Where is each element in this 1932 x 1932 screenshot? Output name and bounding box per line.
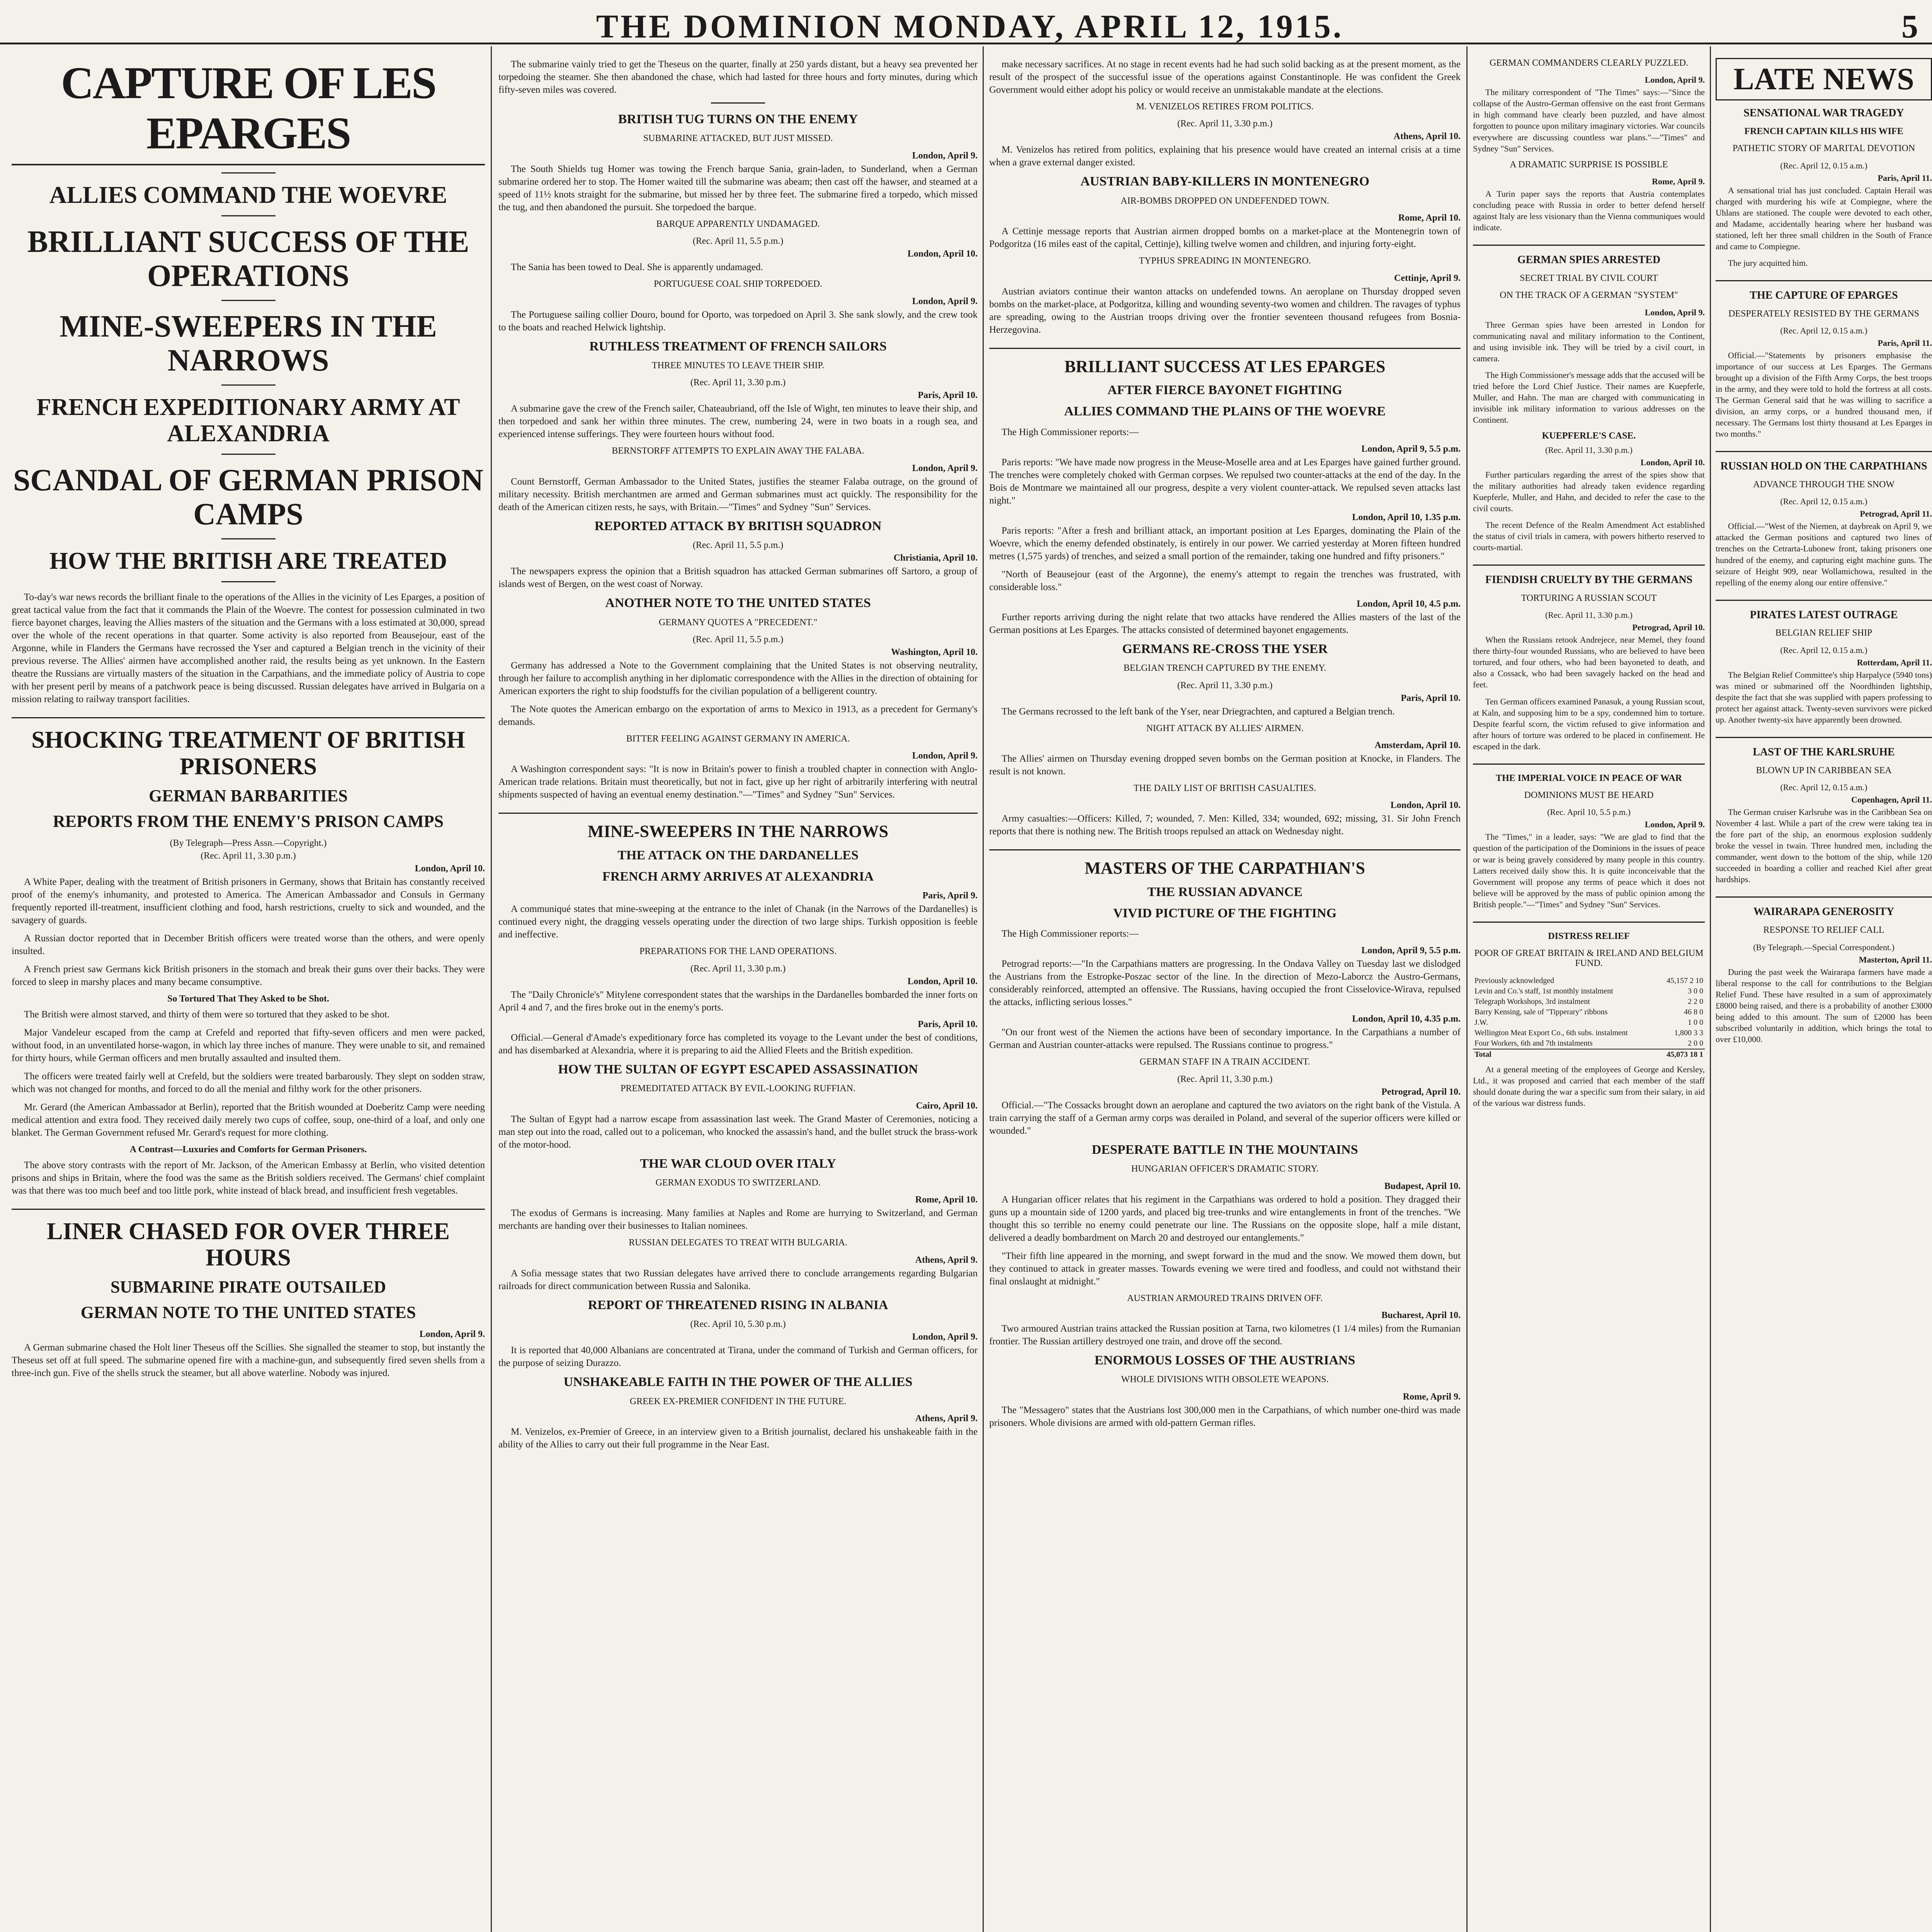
paragraph: A Hungarian officer relates that his regiment in the Carpathians was ordered to hold a position. They dragged their guns up a mountain side of 1200 yards, and placed big tree-trunks and wire entanglements in front of the trenches. "We thought this so terrible no enemy could penetrate our line. The Russians on the opposite slope, half a mile distant, delivered a deadly bombardment on March 20 and destroyed our entanglements." [989,1194,1461,1243]
dateline: (Rec. April 12, 0.15 a.m.) [1780,160,1867,170]
subheadline: PORTUGUESE COAL SHIP TORPEDOED. [654,279,822,289]
subheadline: NIGHT ATTACK BY ALLIES' AIRMEN. [1146,723,1304,733]
divider [1716,600,1932,601]
subheadline: BERNSTORFF ATTEMPTS TO EXPLAIN AWAY THE FALABA. [612,446,864,456]
paragraph: Official.—General d'Amade's expeditionary force has completed its voyage to the Levant under the best of conditions, and has disembarked at Alexandria, where it is preparing to aid the Allied Fleets and the British expedition. [498,1032,978,1056]
paragraph: A White Paper, dealing with the treatment of British prisoners in Germany, shows that Britain has constantly received proof of the enemy's inhumanity, and protested to America. The American Ambassador and Consuls in Germany frequently reported ill-treatment, insufficient clothing and food, harsh restrictions, cruelty to sick and wounded, and the savagery of guards. [12,876,485,925]
place-date: Cettinje, April 9. [1394,273,1461,283]
paragraph: A Sofia message states that two Russian delegates have arrived there to conclude arrangements regarding Bulgarian railroads for direct communication between Russia and Salonika. [498,1268,978,1291]
paragraph: During the past week the Wairarapa farmers have made a liberal response to the call for contributions to the Belgian Relief Fund. These have resulted in a sum of approximately £8000 being raised, and there is a probability of another £3000 being added to this amount. The sum of £2000 has been subscribed voluntarily in addition, which brings the total to over £10,000. [1716,967,1932,1044]
divider [1716,737,1932,738]
divider [1473,922,1705,923]
column-rule [983,46,984,1932]
headline: AFTER FIERCE BAYONET FIGHTING [1107,383,1342,397]
headline: PIRATES LATEST OUTRAGE [1750,609,1898,621]
column-5 [1716,58,1932,1932]
relief-total-row [1473,1049,1705,1060]
dateline: (Rec. April 11, 3.30 p.m.) [201,850,296,861]
subheadline: RESPONSE TO RELIEF CALL [1763,925,1884,935]
paragraph: The Germans recrossed to the left bank of the Yser, near Driegrachten, and captured a Belgian trench. [1002,706,1395,717]
paragraph: Paris reports: "We have made now progress in the Meuse-Moselle area and at Les Eparges have gained further ground. The trenches were completely choked with German corpses. We repulsed two counter-attacks at the end of the day. In the Bois de Montmare we maintained all our progress, despite a very violent counter-attack. We repulsed seven attacks last night." [989,457,1461,506]
headline: SHOCKING TREATMENT OF BRITISH PRISONERS [31,727,465,780]
paragraph: The Allies' airmen on Thursday evening dropped seven bombs on the German position at Knocke, in Flanders. The result is not known. [989,753,1461,777]
paragraph: When the Russians retook Andrejece, near Memel, they found there thirty-four wounded Russians, who are believed to have been tortured, and four others, who had been bayoneted to death, and also a Cossack, who had been savagely hacked on the head and feet. [1473,635,1705,690]
relief-item: Telegraph Workshops, 3rd instalment [1475,997,1590,1006]
relief-fund-table [1473,976,1705,1060]
column-rule [491,46,492,1932]
paragraph: The German cruiser Karlsruhe was in the Caribbean Sea on November 4 last. While a part of the crew were taking tea in the fore part of the ship, an enormous explosion suddenly broke the vessel in twain. Three hundred men, including the commander, went down to the bottom of the ship, while 120 succeeded in boarding a collier and reached Kiel after great hardships. [1716,807,1932,884]
subheadline: PREPARATIONS FOR THE LAND OPERATIONS. [639,946,837,957]
headline: BRILLIANT SUCCESS AT LES EPARGES [1064,357,1386,376]
dateline: (Rec. April 11, 3.30 p.m.) [1177,1074,1273,1084]
subheadline: POOR OF GREAT BRITAIN & IRELAND AND BELGIUM FUND. [1474,948,1704,969]
subheadline: ON THE TRACK OF A GERMAN "SYSTEM" [1500,290,1678,301]
paragraph: Three German spies have been arrested in London for communicating naval and military information to the Continent, and using invisible ink. They will be tried by a civil court, in camera. [1473,320,1705,363]
headline: FRENCH EXPEDITIONARY ARMY AT ALEXANDRIA [36,394,460,447]
subheadline: PATHETIC STORY OF MARITAL DEVOTION [1732,143,1915,154]
relief-amount: 45,157 2 10 [1667,976,1703,985]
headline: GERMAN SPIES ARRESTED [1517,254,1661,266]
place-date: London, April 9. [1645,75,1705,85]
divider [221,454,276,455]
subheadline: WHOLE DIVISIONS WITH OBSOLETE WEAPONS. [1121,1374,1329,1385]
paragraph: M. Venizelos, ex-Premier of Greece, in an interview given to a British journalist, declared his unshakeable faith in the ability of the Allies to carry out their full programme in the Near East. [498,1426,978,1450]
headline: FIENDISH CRUELTY BY THE GERMANS [1485,574,1693,586]
headline: LINER CHASED FOR OVER THREE HOURS [47,1218,450,1271]
paragraph: The High Commissioner reports:— [1002,427,1139,437]
divider [1716,451,1932,452]
subheadline: AUSTRIAN ARMOURED TRAINS DRIVEN OFF. [1127,1293,1323,1303]
paragraph: M. Venizelos has retired from politics, explaining that his presence would have created an internal crisis at a time when a grave external danger existed. [989,145,1461,168]
paragraph: A sensational trial has just concluded. Captain Herail was charged with murdering his wife at Compiegne, where the Uhlans are stationed. The couple were devoted to each other, and Madame, accidentally hearing where her husband was stationed, left her three small children in the South of France and came to Compiegne. [1716,185,1932,251]
headline: SUBMARINE PIRATE OUTSAILED [110,1277,386,1296]
place-date: London, April 10. [1390,800,1461,811]
place-date: London, April 10. [907,976,978,986]
paragraph: The "Times," in a leader, says: "We are glad to find that the question of the participation of the Dominions in the issues of peace or war is being gravely considered by many people in this country. Latters received daily show this. It is quite inconceivable that the Government will propose any terms of peace which it does not believe will be approved by the mass of public opinion among the British people."—"Times" and Sydney "Sun" Services. [1473,832,1705,909]
place-date: Budapest, April 10. [1384,1181,1461,1191]
paragraph: The "Messagero" states that the Austrians lost 300,000 men in the Carpathians, of which number one-third was made prisoners. Whole divisions are armed with old-pattern German rifles. [989,1405,1461,1428]
headline: THE ATTACK ON THE DARDANELLES [617,848,859,862]
column-2 [498,58,978,1932]
divider [1473,245,1705,246]
headline: THE CAPTURE OF EPARGES [1750,289,1898,301]
relief-amount: 3 0 0 [1688,986,1703,995]
dateline: (Rec. April 11, 5.5 p.m.) [692,634,784,645]
place-date: Petrograd, April 10. [1381,1087,1461,1097]
page-number: 5 [1901,8,1918,45]
paragraph: Petrograd reports:—"In the Carpathians matters are progressing. In the Ondava Valley on Tuesday last we dislodged the Austrians from the Estropke-Poszac sector of the line. In the direction of Mezo-Laborcz the Austro-Germans, considerably reinforced, attempted an offensive. The Russians, having occupied the front Cisselovice-Wirava, repulsed the attacks, inflicting serious losses." [989,959,1461,1008]
divider [12,717,485,718]
subheadline: BELGIAN RELIEF SHIP [1775,628,1872,638]
relief-amount: 46 8 0 [1684,1007,1703,1016]
dateline: (By Telegraph.—Special Correspondent.) [1753,942,1895,952]
headline: SENSATIONAL WAR TRAGEDY [1743,107,1904,119]
paragraph: Ten German officers examined Panasuk, a young Russian scout, at Kaln, and supposing him to be a spy, condemned him to torture. Despite fearful scorn, the victim refused to give information and after hours of torture was ordered to be placed in confinement. He escaped in the dark. [1473,696,1705,751]
place-date: Bucharest, April 10. [1381,1310,1461,1321]
paragraph: The South Shields tug Homer was towing the French barque Sania, grain-laden, to Sunderland, when a German submarine ordered her to stop. The Homer waited till the submarine was abeam; then cast off the hawser, and steamed at a speed of 11½ knots straight for the submarine, but missed her by three feet. The submarine fired a torpedo, which missed the tug, and then abandoned the pursuit. She torpedoed the barque. [498,163,978,213]
masthead-title: THE DOMINION MONDAY, APRIL 12, 1915. [596,8,1344,45]
paragraph: Official.—"Statements by prisoners emphasise the importance of our success at Les Eparges. The Germans brought up a division of the Fifth Army Corps, the best troops in the army, and they were told to hold the fortress at all costs. The German General said that he was willing to sacrifice a division, an army corps, or a hundred thousand men, if necessary. The Germans lost thirty thousand at Les Eparges in two months." [1716,350,1932,439]
relief-item: Previously acknowledged [1475,976,1554,985]
headline: HOW THE SULTAN OF EGYPT ESCAPED ASSASSINATION [558,1062,918,1077]
place-date: Petrograd, April 11. [1860,509,1932,519]
place-date: London, April 9, 5.5 p.m. [1361,946,1461,956]
place-date: London, April 9. [912,296,978,306]
place-date: London, April 10, 1.35 p.m. [1352,512,1461,522]
relief-row [1473,1017,1705,1028]
paragraph: The military correspondent of "The Times" says:—"Since the collapse of the Austro-German offensive on the east front Germans in high command have clearly been puzzled, and have almost forgotten to pounce upon military imaginary victories. War councils everywhere are discussing countless war plans."—"Times" and Sydney "Sun" Services. [1473,87,1705,153]
paragraph: Major Vandeleur escaped from the camp at Crefeld and reported that fifty-seven officers and men were packed, without food, in an unventilated horse-wagon, in which lay three inches of manure. They were unable to sit, and remained for thirty hours, while German officers and men brutally assaulted and insulted them. [12,1027,485,1063]
paragraph: The jury acquitted him. [1728,258,1808,268]
late-news-banner: LATE NEWS [1716,58,1932,100]
headline: GERMANS RE-CROSS THE YSER [1122,641,1328,656]
paragraph: Army casualties:—Officers: Killed, 7; wounded, 7. Men: Killed, 334; wounded, 692; missing, 31. Sir John French reports that there is nothing new. The British troops repulsed an attack on Wednesday night. [989,813,1461,837]
headline: REPORTED ATTACK BY BRITISH SQUADRON [594,519,882,533]
divider [221,384,276,386]
headline: FRENCH CAPTAIN KILLS HIS WIFE [1744,126,1903,136]
relief-amount: 2 2 0 [1688,997,1703,1006]
divider [711,102,765,104]
relief-item: Wellington Meat Export Co., 6th subs. instalment [1475,1028,1628,1037]
column-3 [989,58,1461,1932]
subheadline: GERMANY QUOTES A "PRECEDENT." [658,617,818,628]
headline: MINE-SWEEPERS IN THE NARROWS [60,309,437,378]
subheading: KUEPFERLE'S CASE. [1542,430,1636,441]
relief-row [1473,1028,1705,1038]
subheadline: ADVANCE THROUGH THE SNOW [1753,480,1895,490]
place-date: Amsterdam, April 10. [1374,740,1461,750]
relief-row [1473,986,1705,997]
place-date: Paris, April 11. [1878,173,1932,183]
relief-item: Four Workers, 6th and 7th instalments [1475,1039,1593,1048]
paragraph: A Turin paper says the reports that Austria contemplates concluding peace with Russia in order to better defend herself against Italy are less visionary than the Vienna communiques would indicate. [1473,189,1705,233]
paragraph: The exodus of Germans is increasing. Many families at Naples and Rome are hurrying to Switzerland, and German merchants are handing over their businesses to Italian nominees. [498,1208,978,1231]
paragraph: "On our front west of the Niemen the actions have been of secondary importance. In the Carpathians a number of German and Austrian counter-attacks were repulsed. The Russians continue to progress." [989,1027,1461,1051]
place-date: London, April 9, 5.5 p.m. [1361,444,1461,454]
subheadline: SECRET TRIAL BY CIVIL COURT [1520,273,1658,283]
headline: ALLIES COMMAND THE WOEVRE [49,182,447,208]
headline: AUSTRIAN BABY-KILLERS IN MONTENEGRO [1080,174,1369,189]
subheading: So Tortured That They Asked to be Shot. [167,993,329,1004]
divider [498,813,978,814]
paragraph: At a general meeting of the employees of George and Kersley, Ltd., it was proposed and carried that each member of the staff should donate during the war a specific sum from their salary, in aid of the various war distress funds. [1473,1064,1705,1108]
main-headline: CAPTURE OF LES EPARGES [12,58,485,165]
paragraph: Further reports arriving during the night relate that two attacks have rendered the Allies masters of the last of the German positions at Les Eparges. The attacks consisted of determined bayonet engagements. [989,612,1461,635]
dateline: (Rec. April 11, 3.30 p.m.) [1545,610,1633,620]
divider [1473,764,1705,765]
paragraph: A submarine gave the crew of the French sailer, Chateaubriand, off the Isle of Wight, ten minutes to leave their ship, and then torpedoed and sank her within three minutes. The crew, numbering 24, were in two boats in a rough sea, and experienced intense sufferings. They were fourteen hours without food. [498,403,978,440]
subheadline: AIR-BOMBS DROPPED ON UNDEFENDED TOWN. [1121,196,1329,206]
subheadline: SUBMARINE ATTACKED, BUT JUST MISSED. [643,133,833,144]
subheadline: THE DAILY LIST OF BRITISH CASUALTIES. [1133,783,1316,793]
dateline: (Rec. April 12, 0.15 a.m.) [1780,645,1867,655]
subheadline: TYPHUS SPREADING IN MONTENEGRO. [1139,256,1311,266]
divider [221,172,276,173]
subheadline: RUSSIAN DELEGATES TO TREAT WITH BULGARIA. [629,1238,847,1248]
dateline: (Rec. April 12, 0.15 a.m.) [1780,325,1867,335]
paragraph: Austrian aviators continue their wanton attacks on undefended towns. An aeroplane on Thursday dropped seven bombs on the market-place, at Podgoritza, killing and wounding seventy-two women and children. The ravages of typhus are spreading, owing to the Austrian troops driving over the frontier seventeen thousand refugees from Bosnia-Herzegovina. [989,286,1461,335]
paragraph: A Cettinje message reports that Austrian airmen dropped bombs on a market-place at the Montenegrin town of Podgoritza (16 miles east of the capital, Cettinje), killing twelve women and children, and injuring forty-eight. [989,226,1461,250]
paragraph: Two armoured Austrian trains attacked the Russian position at Tarna, two kilometres (1 1/4 miles) from the Rumanian frontier. The Russian artillery destroyed one train, and drove off the second. [989,1323,1461,1347]
masthead [0,0,1932,44]
column-4 [1473,58,1705,1932]
divider [221,300,276,301]
relief-amount: 1 0 0 [1688,1018,1703,1027]
dateline: (Rec. April 12, 0.15 a.m.) [1780,497,1867,507]
place-date: London, April 9. [1645,820,1705,830]
paragraph: The newspapers express the opinion that a British squadron has attacked German submarines off Sartoro, a group of islands west of Bergen, on the west coast of Norway. [498,566,978,590]
relief-item: J.W. [1475,1018,1488,1027]
headline: GERMAN BARBARITIES [149,786,348,805]
subheadline: DESPERATELY RESISTED BY THE GERMANS [1728,308,1920,319]
subheadline: HUNGARIAN OFFICER'S DRAMATIC STORY. [1131,1164,1319,1174]
place-date: Rome, April 10. [915,1195,978,1205]
place-date: Rome, April 9. [1652,176,1705,186]
headline: BRITISH TUG TURNS ON THE ENEMY [618,112,858,126]
subheadline: BELGIAN TRENCH CAPTURED BY THE ENEMY. [1123,663,1327,673]
place-date: Christiania, April 10. [893,553,978,563]
place-date: Masterton, April 11. [1859,954,1932,964]
place-date: London, April 10. [415,863,485,874]
subheadline: TORTURING A RUSSIAN SCOUT [1521,593,1657,603]
paragraph: The Portuguese sailing collier Douro, bound for Oporto, was torpedoed on April 3. She sank slowly, and the crew took to the boats and reached Helwick lightship. [498,309,978,333]
column-rule [1710,46,1711,1932]
paragraph: The submarine vainly tried to get the Theseus on the quarter, finally at 250 yards distant, but a heavy sea prevented her torpedoing the steamer. She then abandoned the chase, which had lasted for three hours and forty minutes, during which fifty-seven miles was covered. [498,59,978,95]
paragraph: Further particulars regarding the arrest of the spies show that the military authorities had already taken evidence regarding Kuepferle, Muller, and Hahn, and decided to refer the case to the civil courts. [1473,469,1705,514]
paragraph: The Note quotes the American embargo on the exportation of arms to Mexico in 1913, as a precedent for Germany's demands. [498,704,978,727]
headline: THE WAR CLOUD OVER ITALY [640,1156,836,1171]
place-date: Paris, April 11. [1878,338,1932,348]
place-date: Athens, April 9. [915,1413,978,1423]
paragraph: A Russian doctor reported that in December British officers were treated worse than the others, and were openly insulted. [12,933,485,956]
paragraph: Official.—"West of the Niemen, at daybreak on April 9, we attacked the German positions and captured two lines of trenches on the Cetrarta-Lubonew front, taking prisoners one hundred of the enemy, and capturing eight machine guns. The seizure of Height 909, near Wollamichowa, resulted in the repelling of the enemy along our entire offensive." [1716,521,1932,587]
headline: UNSHAKEABLE FAITH IN THE POWER OF THE ALLIES [563,1375,913,1389]
place-date: Rome, April 9. [1403,1391,1461,1402]
dateline: (Rec. April 10, 5.30 p.m.) [690,1319,786,1330]
headline: MASTERS OF THE CARPATHIAN'S [1085,859,1365,878]
paragraph: A German submarine chased the Holt liner Theseus off the Scillies. She signalled the steamer to stop, but instantly the Theseus set off at full speed. The submarine opened fire with a machine-gun, and subsequently fired seven shells from a three-inch gun. Five of the shells struck the steamer, but all above waterline. Nobody was injured. [12,1342,485,1378]
relief-item: Barry Kensing, sale of "Tipperary" ribbons [1475,1007,1608,1016]
article-intro: To-day's war news records the brilliant finale to the operations of the Allies in the vicinity of Les Eparges, a position of great tactical value from the fact that it commands the Plain of the Woevre. The contest for possession culminated in two fierce bayonet charges, leaving the Allies masters of the situation and the Germans with a loss estimated at 30,000, spread over the whole of the recent operations in that quarter. Some activity is also reported from Beausejour, east of the Argonne, while in Flanders the Germans have recrossed the Yser and captured a Belgian trench in the vicinity of their previous reverse. The Allies' airmen have accomplished another raid, the results being as yet unknown. In the Eastern theatre the Russians are virtually masters of the situation in the Carpathians, and the immediate policy of Austria to cope with her present peril by means of a patchwork peace is being discussed. Russian delegates have arrived in Bulgaria on a mission relating to railway transport facilities. [12,592,485,705]
dateline: (Rec. April 11, 3.30 p.m.) [1177,119,1273,129]
relief-row [1473,976,1705,986]
headline: THE RUSSIAN ADVANCE [1147,884,1303,899]
subheadline: BLOWN UP IN CARIBBEAN SEA [1756,765,1892,776]
subheadline: M. VENIZELOS RETIRES FROM POLITICS. [1136,102,1314,112]
dateline: (Rec. April 11, 3.30 p.m.) [690,378,786,388]
headline: GERMAN NOTE TO THE UNITED STATES [80,1303,416,1322]
paragraph: The "Daily Chronicle's" Mitylene correspondent states that the warships in the Dardanelles bombarded the inner forts on April 4 and 7, and the fires broke out in the enemy's ports. [498,989,978,1013]
relief-item: Levin and Co.'s staff, 1st monthly instalment [1475,986,1613,995]
subheadline: THREE MINUTES TO LEAVE THEIR SHIP. [651,360,825,371]
dateline: (Rec. April 11, 3.30 p.m.) [690,963,786,974]
headline: DESPERATE BATTLE IN THE MOUNTAINS [1092,1142,1358,1157]
headline: WAIRARAPA GENEROSITY [1753,906,1895,918]
paragraph: Count Bernstorff, German Ambassador to the United States, justifies the steamer Falaba outrage, on the ground of military necessity. British merchantmen are armed and German submarines must act quickly. The responsibility for the death of the American citizen rests, he says, with Britain.—"Times" and Sydney "Sun" Services. [498,476,978,512]
place-date: Paris, April 10. [918,390,978,401]
headline: SCANDAL OF GERMAN PRISON CAMPS [13,463,484,532]
place-date: London, April 9. [1645,307,1705,317]
dateline: (Rec. April 11, 5.5 p.m.) [692,540,784,551]
dateline: (Rec. April 10, 5.5 p.m.) [1547,807,1631,817]
relief-row [1473,1038,1705,1049]
divider [221,215,276,216]
paragraph: The British were almost starved, and thirty of them were so tortured that they asked to be shot. [24,1009,390,1020]
paragraph: The High Commissioner's message adds that the accused will be tried before the Lord Chief Justice. Their names are Kuepferle, Muller, and Hahn. The man are charged with communicating in invisible ink military information to various addresses on the Continent. [1473,370,1705,425]
dateline: (Rec. April 11, 5.5 p.m.) [692,236,784,247]
relief-total-label: Total [1473,1049,1658,1060]
headline: VIVID PICTURE OF THE FIGHTING [1113,906,1337,921]
divider [221,581,276,582]
place-date: London, April 10. [907,249,978,259]
subheading: A Contrast—Luxuries and Comforts for German Prisoners. [129,1144,367,1155]
headline: MINE-SWEEPERS IN THE NARROWS [588,822,888,841]
relief-amount: 2 0 0 [1688,1039,1703,1048]
headline: RUSSIAN HOLD ON THE CARPATHIANS [1720,460,1927,473]
subheadline: GERMAN COMMANDERS CLEARLY PUZZLED. [1489,58,1689,68]
headline: BRILLIANT SUCCESS OF THE OPERATIONS [27,224,469,293]
subheadline: GREEK EX-PREMIER CONFIDENT IN THE FUTURE. [629,1396,847,1406]
paragraph: Germany has addressed a Note to the Government complaining that the United States is not observing neutrality, through her failure to accomplish anything in her diplomatic correspondence with the Allies in the direction of obtaining for American exporters the right to ship foodstuffs for the civilian population of a belligerent country. [498,660,978,696]
paragraph: The Belgian Relief Committee's ship Harpalyce (5940 tons) was mined or submarined off the Noordhinden lightship, despite the fact that she was supplied with papers professing to protect her against attack. Twenty-seven survivors were picked up. Another twenty-six have apparently been drowned. [1716,670,1932,724]
place-date: Rotterdam, April 11. [1857,657,1932,667]
dateline: (Rec. April 11, 3.30 p.m.) [1177,680,1273,690]
place-date: London, April 9. [912,751,978,761]
headline: HOW THE BRITISH ARE TREATED [49,548,447,575]
paragraph: Paris reports: "After a fresh and brilliant attack, an important position at Les Eparges, dominating the Plain of the Woevre, which the enemy defended obstinately, is entirely in our power. We carried yesterday at Moren fifteen hundred metres (1,575 yards) of trenches, and seized a small portion of the remainder, taking one hundred and fifty prisoners." [989,525,1461,561]
subheadline: GERMAN STAFF IN A TRAIN ACCIDENT. [1139,1057,1310,1067]
paragraph: The Sultan of Egypt had a narrow escape from assassination last week. The Grand Master of Ceremonies, noticing a man step out into the road, called out to a policeman, who knocked the assassin's hand, and the bullet struck the brass-work of the motor-hood. [498,1114,978,1150]
column-1 [12,58,485,1932]
paragraph: The above story contrasts with the report of Mr. Jackson, of the American Embassy at Berlin, who visited detention prisons and ships in Britain, where the food was the same as the British soldiers received. The Germans' chief complaint was that there was too much beef and too little pork, white instead of black bread, and insufficient fresh vegetables. [12,1160,485,1196]
paragraph: The Sania has been towed to Deal. She is apparently undamaged. [511,262,763,273]
paragraph: The officers were treated fairly well at Crefeld, but the soldiers were treated barbarously. They slept on sodden straw, which was not changed for months, and forced to do all the menial and filthy work for the other prisoners. [12,1071,485,1094]
divider [989,849,1461,850]
place-date: London, April 10, 4.35 p.m. [1352,1014,1461,1024]
relief-row [1473,1007,1705,1017]
place-date: Petrograd, April 10. [1632,622,1705,633]
place-date: Athens, April 10. [1393,131,1461,142]
subheadline: A DRAMATIC SURPRISE IS POSSIBLE [1510,159,1668,170]
paragraph: It is reported that 40,000 Albanians are concentrated at Tirana, under the command of Turkish and German officers, for the purpose of seizing Durazzo. [498,1345,978,1369]
copyright-line: (By Telegraph—Press Assn.—Copyright.) [170,838,327,848]
subheadline: GERMAN EXODUS TO SWITZERLAND. [655,1178,821,1188]
relief-amount: 1,800 3 3 [1674,1028,1703,1037]
place-date: London, April 9. [912,1332,978,1342]
headline: REPORTS FROM THE ENEMY'S PRISON CAMPS [53,812,444,831]
divider [221,538,276,539]
headline: DISTRESS RELIEF [1548,931,1630,941]
paragraph: A French priest saw Germans kick British prisoners in the stomach and break their guns over their backs. They were forced to sleep in marshy places and many became consumptive. [12,964,485,987]
subheadline: BITTER FEELING AGAINST GERMANY IN AMERICA. [626,733,850,744]
paragraph: A communiqué states that mine-sweeping at the entrance to the inlet of Chanak (in the Narrows of the Dardanelles) is continued every night, the dragging vessels operating under the direction of two large ships. Turkish opposition is feeble and ineffective. [498,904,978,940]
headline: REPORT OF THREATENED RISING IN ALBANIA [588,1298,888,1312]
column-rule [1466,46,1468,1932]
dateline: (Rec. April 11, 3.30 p.m.) [1545,445,1633,455]
place-date: London, April 9. [419,1329,485,1339]
relief-row [1473,997,1705,1007]
place-date: London, April 10, 4.5 p.m. [1357,599,1461,609]
paragraph: make necessary sacrifices. At no stage in recent events had he had such solid backing as at the present moment, as the result of the prospect of the successful issue of the operations against Constantinople. He was confident the Greek Government would either adopt his policy or would receive an unmistakable mandate at the elections. [989,59,1461,95]
subheadline: BARQUE APPARENTLY UNDAMAGED. [656,219,820,229]
subheadline: PREMEDITATED ATTACK BY EVIL-LOOKING RUFFIAN. [621,1083,855,1094]
headline: ENORMOUS LOSSES OF THE AUSTRIANS [1094,1353,1355,1368]
relief-total-amount: 45,073 18 1 [1658,1049,1705,1060]
place-date: London, April 9. [912,463,978,473]
paragraph: The recent Defence of the Realm Amendment Act established the status of civil trials in camera, with powers hitherto reserved to courts-martial. [1473,520,1705,553]
place-date: Copenhagen, April 11. [1851,795,1932,805]
paragraph: The High Commissioner reports:— [1002,929,1139,939]
headline: RUTHLESS TREATMENT OF FRENCH SAILORS [589,339,887,354]
place-date: Paris, April 10. [1401,693,1461,703]
place-date: Washington, April 10. [891,647,978,657]
divider [1716,896,1932,898]
place-date: London, April 9. [912,150,978,161]
subheadline: DOMINIONS MUST BE HEARD [1524,790,1654,801]
divider [989,348,1461,349]
divider [1716,280,1932,281]
paragraph: "North of Beausejour (east of the Argonne), the enemy's attempt to regain the trenches was frustrated, with considerable loss." [989,569,1461,592]
place-date: Paris, April 10. [918,1019,978,1029]
headline: FRENCH ARMY ARRIVES AT ALEXANDRIA [602,869,874,884]
paragraph: Mr. Gerard (the American Ambassador at Berlin), reported that the British wounded at Doeberitz Camp were needing medical attention and extra food. They received daily merely two cups of coffee, soup, one-third of a loaf, and only one blanket. The German Government refused Mr. Gerard's request for more clothing. [12,1102,485,1138]
place-date: Athens, April 9. [915,1255,978,1265]
headline: ANOTHER NOTE TO THE UNITED STATES [605,596,871,611]
headline: ALLIES COMMAND THE PLAINS OF THE WOEVRE [1064,404,1386,419]
headline: THE IMPERIAL VOICE IN PEACE OF WAR [1496,773,1682,783]
divider [12,1209,485,1210]
place-date: Cairo, April 10. [916,1100,978,1111]
paragraph: "Their fifth line appeared in the morning, and swept forward in the mud and the snow. We mowed them down, but they continued to attack in greater masses. Towards evening we were tired and foodless, and could not withstand their final onslaught at midnight." [989,1250,1461,1287]
dateline: (Rec. April 12, 0.15 a.m.) [1780,782,1867,793]
paragraph: A Washington correspondent says: "It is now in Britain's power to finish a troubled chapter in connection with Anglo-American trade relations. Britain must theoretically, but not in fact, give up her right of arbitrarily interfering with neutral shipments suspected of having an eventual enemy destination."—"Times" and Sydney "Sun" Services. [498,764,978,800]
place-date: Rome, April 10. [1398,213,1461,223]
place-date: London, April 10. [1640,457,1705,467]
place-date: Paris, April 9. [922,891,978,901]
paragraph: Official.—"The Cossacks brought down an aeroplane and captured the two aviators on the right bank of the Vistula. A train carrying the staff of a German army corps was derailed in Poland, and several of the superior officers were killed or wounded." [989,1100,1461,1136]
headline: LAST OF THE KARLSRUHE [1753,746,1895,758]
divider [1473,565,1705,566]
